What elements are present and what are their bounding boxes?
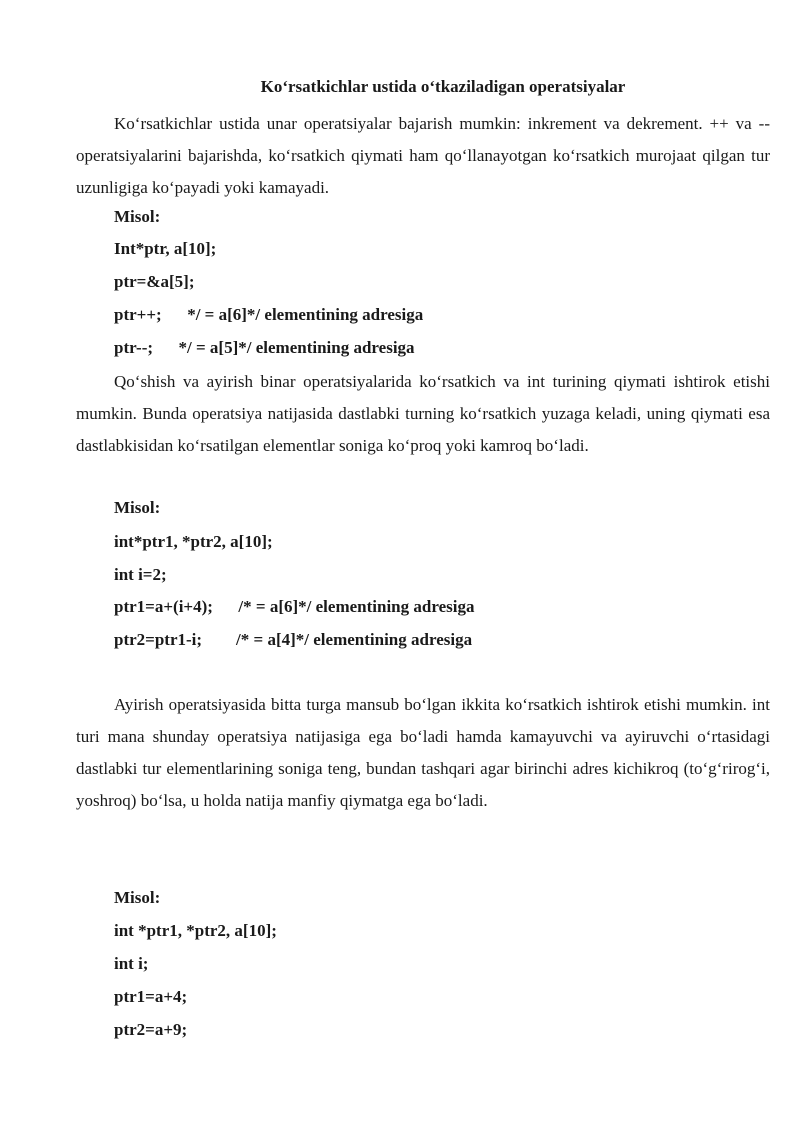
code-line: int*ptr1, *ptr2, a[10];: [114, 532, 273, 551]
paragraph-binary-ops: Qo‘shish va ayirish binar operatsiyalarida ko‘rsatkich va int turining qiymati ishtirok etishi mumkin. Bunda operatsiya natijasida dastlabki turning ko‘rsatkich yuzaga keladi, uning qiymati esa dastlabkisidan ko‘rsatilgan elementlar soniga ko‘proq yoki kamroq bo‘ladi.: [76, 372, 770, 455]
code-line: ptr=&a[5];: [114, 272, 195, 291]
page-title: Ko‘rsatkichlar ustida o‘tkaziladigan operatsiyalar: [260, 77, 626, 96]
code-line: ptr--; */ = a[5]*/ elementining adresiga: [114, 338, 415, 357]
paragraph-subtraction-ops: Ayirish operatsiyasida bitta turga mansub bo‘lgan ikkita ko‘rsatkich ishtirok etishi mumkin. int turi mana shunday operatsiya natijasiga ega bo‘ladi hamda kamayuvchi va ayiruvchi o‘rtasidagi dastlabki tur elementlarining soniga teng, bundan tashqari agar birinchi adres kichikroq (to‘g‘rirog‘i, yoshroq) bo‘lsa, u holda natija manfiy qiymatga ega bo‘ladi.: [76, 695, 770, 810]
code-line: ptr2=ptr1-i; /* = a[4]*/ elementining adresiga: [114, 630, 473, 649]
code-line: int i=2;: [114, 565, 167, 584]
code-line: Int*ptr, a[10];: [114, 239, 217, 258]
paragraph-unary-ops: Ko‘rsatkichlar ustida unar operatsiyalar bajarish mumkin: inkrement va dekrement. ++ va -- operatsiyalarini bajarishda, ko‘rsatkich qiymati ham qo‘llanayotgan ko‘rsatkich murojaat qilgan tur uzunligiga ko‘payadi yoki kamayadi.: [76, 114, 770, 197]
example-label: Misol:: [114, 888, 161, 907]
example-label: Misol:: [114, 498, 161, 517]
code-line: ptr1=a+4;: [114, 987, 188, 1006]
code-line: int *ptr1, *ptr2, a[10];: [114, 921, 277, 940]
code-line: ptr1=a+(i+4); /* = a[6]*/ elementining adresiga: [114, 597, 475, 616]
code-line: ptr++; */ = a[6]*/ elementining adresiga: [114, 305, 424, 324]
code-line: int i;: [114, 954, 149, 973]
example-label: Misol:: [114, 207, 161, 226]
code-line: ptr2=a+9;: [114, 1020, 188, 1039]
